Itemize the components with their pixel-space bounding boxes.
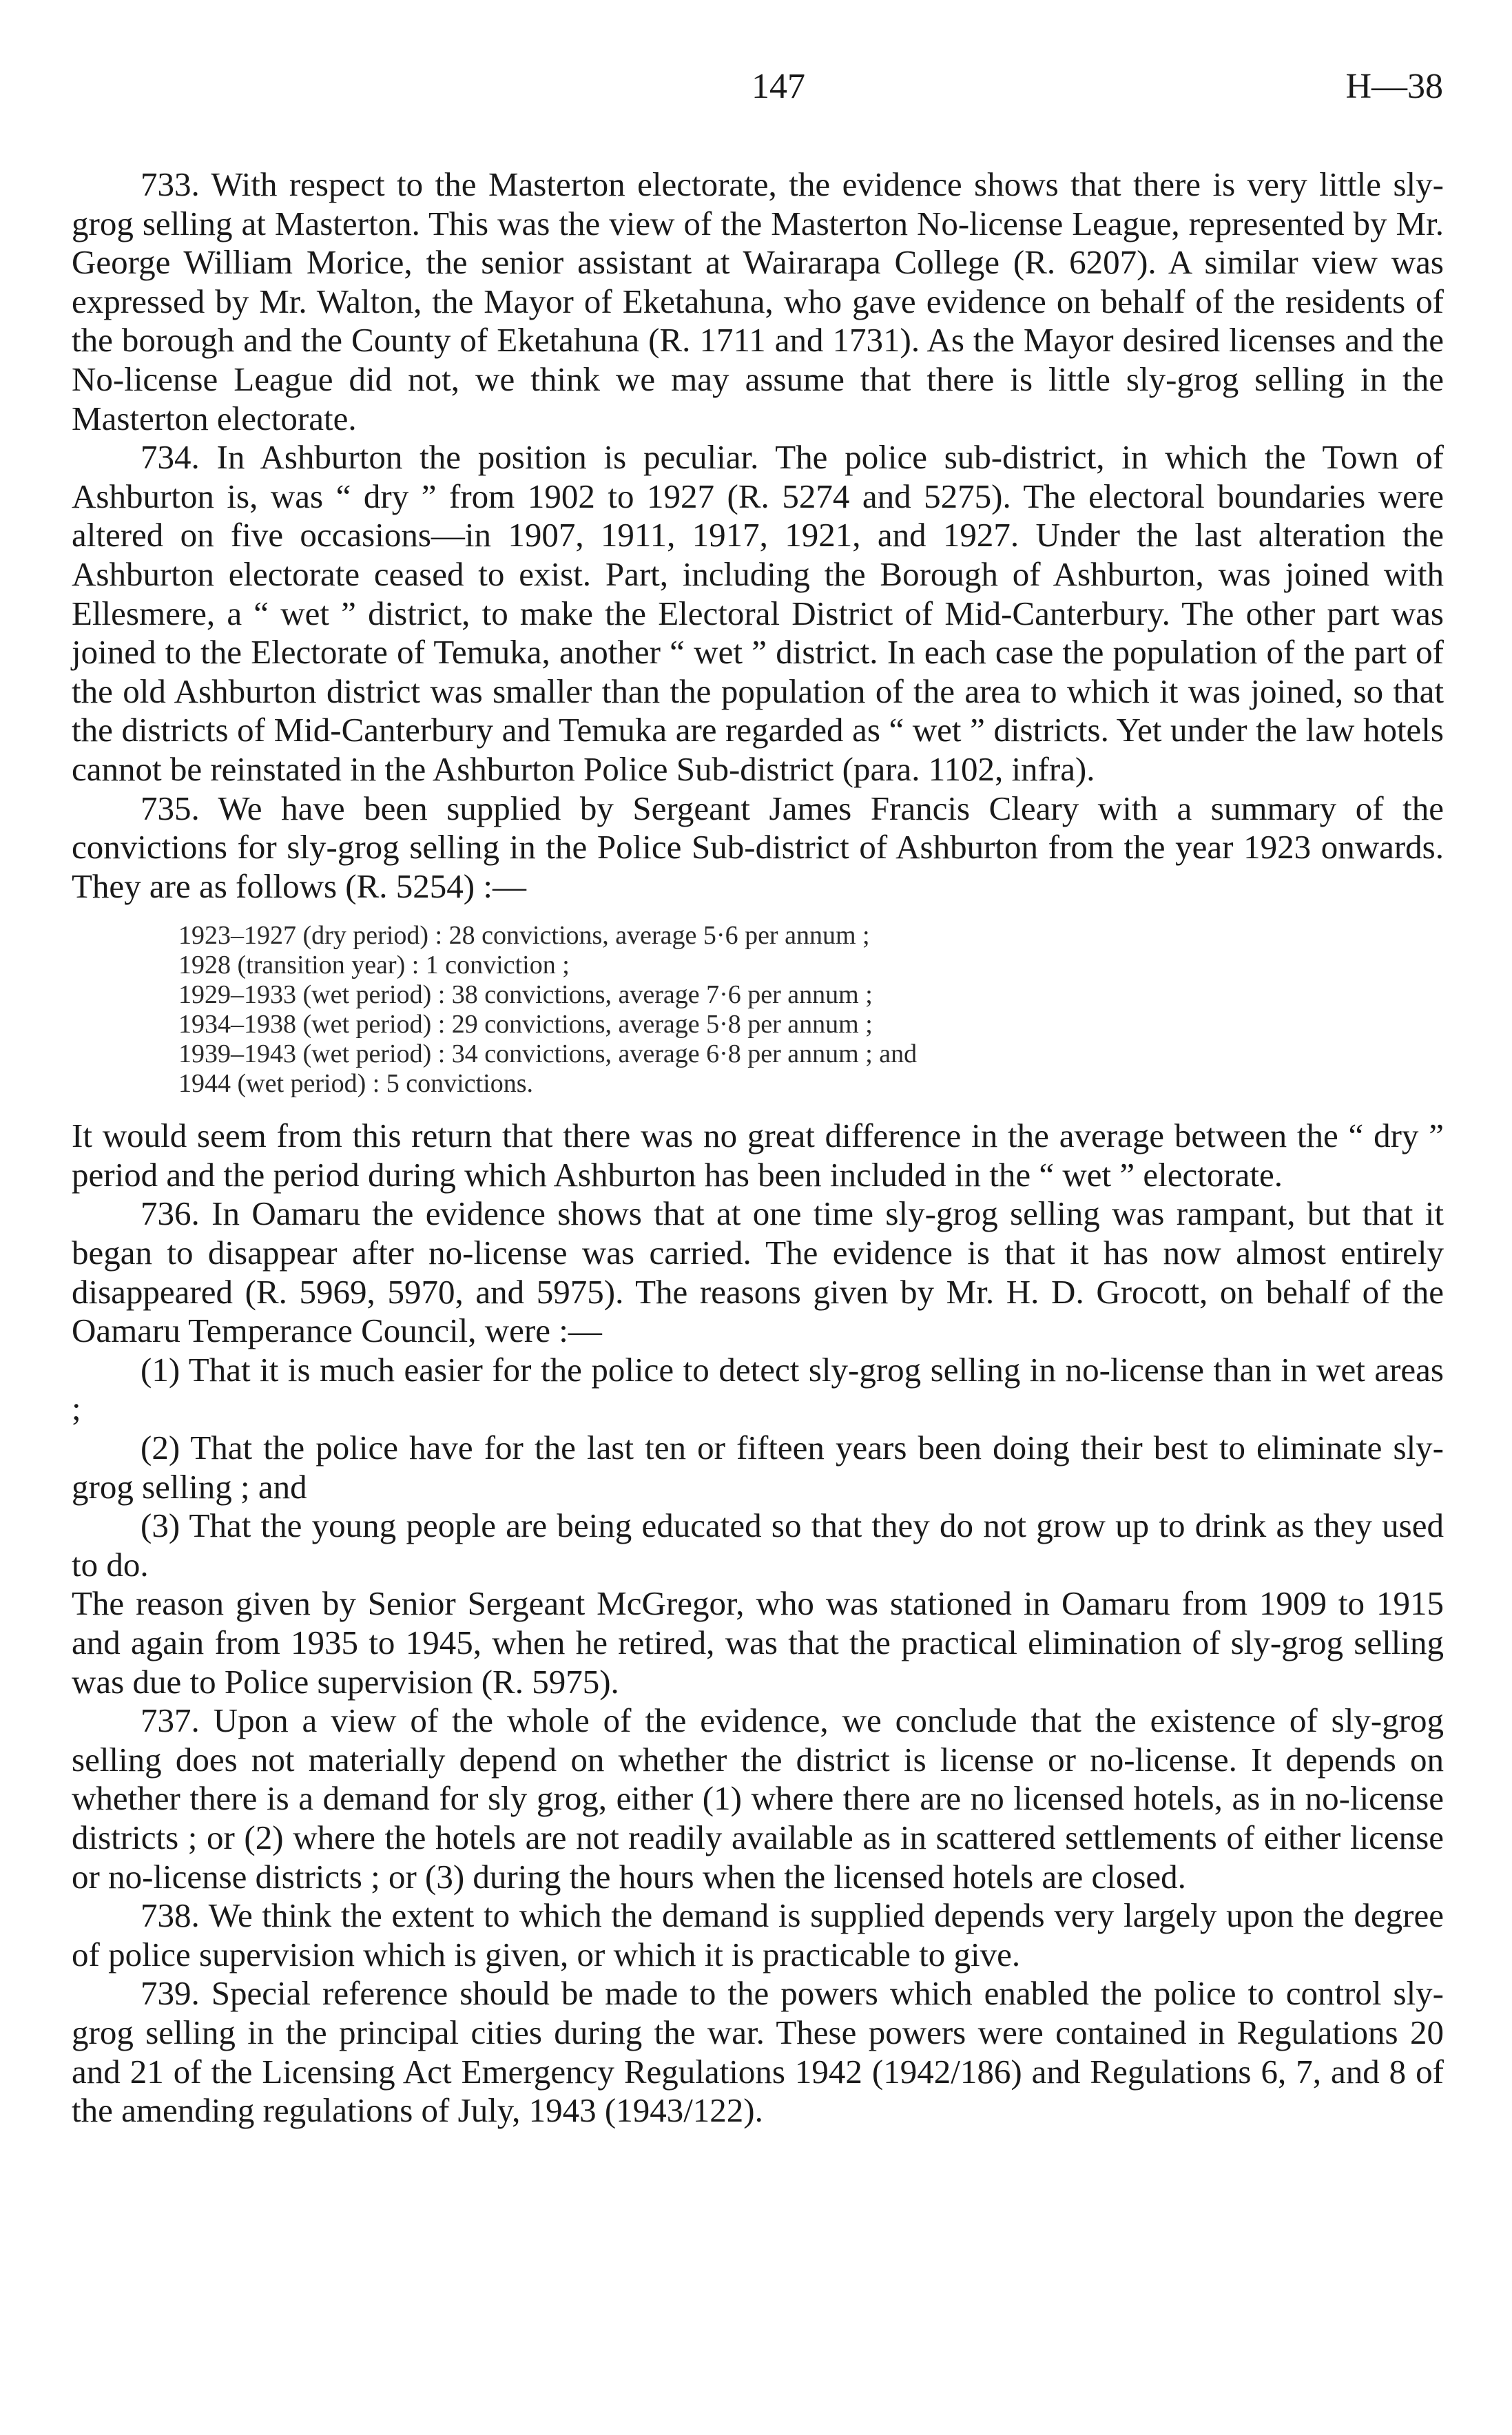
paragraph-739: 739. Special reference should be made to the powers which enabled the police to control sly-grog selling in the principal cities during the war. These powers were contained in Regulations 20 and 21 of the Licensing Act Emergency Regulations 1942 (1942/186) and Regulations 6, 7, and 8 of the amending regulations of July, 1943 (1943/122).: [72, 1974, 1444, 2130]
convictions-row: 1939–1943 (wet period) : 34 convictions, average 6·8 per annum ; and: [178, 1039, 918, 1069]
convictions-table: [178, 921, 1444, 1099]
document-body: [72, 165, 1444, 2131]
document-reference: H—38: [1345, 67, 1443, 106]
paragraph-after-table: It would seem from this return that there was no great difference in the average between the “ dry ” period and the period during which Ashburton has been included in the “ wet ” electorate.: [72, 1117, 1444, 1194]
convictions-row: 1929–1933 (wet period) : 38 convictions, average 7·6 per annum ;: [178, 980, 873, 1010]
convictions-row: 1928 (transition year) : 1 conviction ;: [178, 951, 570, 980]
paragraph-735: 735. We have been supplied by Sergeant James Francis Cleary with a summary of the convictions for sly-grog selling in the Police Sub-district of Ashburton from the year 1923 onwards. They are as follows (R. 5254) :—: [72, 789, 1444, 905]
paragraph-733: 733. With respect to the Masterton electorate, the evidence shows that there is very little sly-grog selling at Masterton. This was the view of the Masterton No-license League, represented by Mr. George William Morice, the senior assistant at Wairarapa College (R. 6207). A similar view was expressed by Mr. Walton, the Mayor of Eketahuna, who gave evidence on behalf of the residents of the borough and the County of Eketahuna (R. 1711 and 1731). As the Mayor desired licenses and the No-license League did not, we think we may assume that there is little sly-grog selling in the Masterton electorate.: [72, 165, 1444, 437]
page-number: 147: [752, 67, 805, 106]
reason-item: [72, 1429, 1444, 1506]
paragraph-734: 734. In Ashburton the position is peculiar. The police sub-district, in which the Town of Ashburton is, was “ dry ” from 1902 to 1927 (R. 5274 and 5275). The electoral boundaries were altered on five occasions—in 1907, 1911, 1917, 1921, and 1927. Under the last alteration the Ashburton electorate ceased to exist. Part, including the Borough of Ashburton, was joined with Ellesmere, a “ wet ” district, to make the Electoral District of Mid-Canterbury. The other part was joined to the Electorate of Temuka, another “ wet ” district. In each case the population of the part of the old Ashburton district was smaller than the population of the area to which it was joined, so that the districts of Mid-Canterbury and Temuka are regarded as “ wet ” districts. Yet under the law hotels cannot be reinstated in the Ashburton Police Sub-district (para. 1102, infra).: [72, 438, 1444, 788]
paragraph-after-reasons: The reason given by Senior Sergeant McGregor, who was stationed in Oamaru from 1909 to 1915 and again from 1935 to 1945, when he retired, was that the practical elimination of sly-grog selling was due to Police supervision (R. 5975).: [72, 1584, 1444, 1701]
reason-item: [72, 1350, 1444, 1429]
reason-2: (2) That the police have for the last ten or fifteen years been doing their best to eliminate sly-grog selling ; and: [72, 1429, 1444, 1506]
convictions-row: 1923–1927 (dry period) : 28 convictions, average 5·6 per annum ;: [178, 921, 870, 951]
reason-1: (1) That it is much easier for the police to detect sly-grog selling in no-license than in wet areas ;: [72, 1350, 1444, 1428]
convictions-row: 1934–1938 (wet period) : 29 convictions, average 5·8 per annum ;: [178, 1010, 873, 1039]
convictions-row: 1944 (wet period) : 5 convictions.: [178, 1069, 534, 1099]
paragraph-737: 737. Upon a view of the whole of the evidence, we conclude that the existence of sly-grog selling does not materially depend on whether the district is license or no-license. It depends on whether there is a demand for sly grog, either (1) where there are no licensed hotels, as in no-license districts ; or (2) where the hotels are not readily available as in scattered settlements of either license or no-license districts ; or (3) during the hours when the licensed hotels are closed.: [72, 1701, 1444, 1896]
reason-item: [72, 1506, 1444, 1584]
reason-3: (3) That the young people are being educated so that they do not grow up to drink as they used to do.: [72, 1506, 1444, 1584]
paragraph-738: 738. We think the extent to which the demand is supplied depends very largely upon the degree of police supervision which is given, or which it is practicable to give.: [72, 1896, 1444, 1973]
paragraph-736: 736. In Oamaru the evidence shows that at one time sly-grog selling was rampant, but that it began to disappear after no-license was carried. The evidence is that it has now almost entirely disappeared (R. 5969, 5970, and 5975). The reasons given by Mr. H. D. Grocott, on behalf of the Oamaru Temperance Council, were :—: [72, 1194, 1444, 1350]
